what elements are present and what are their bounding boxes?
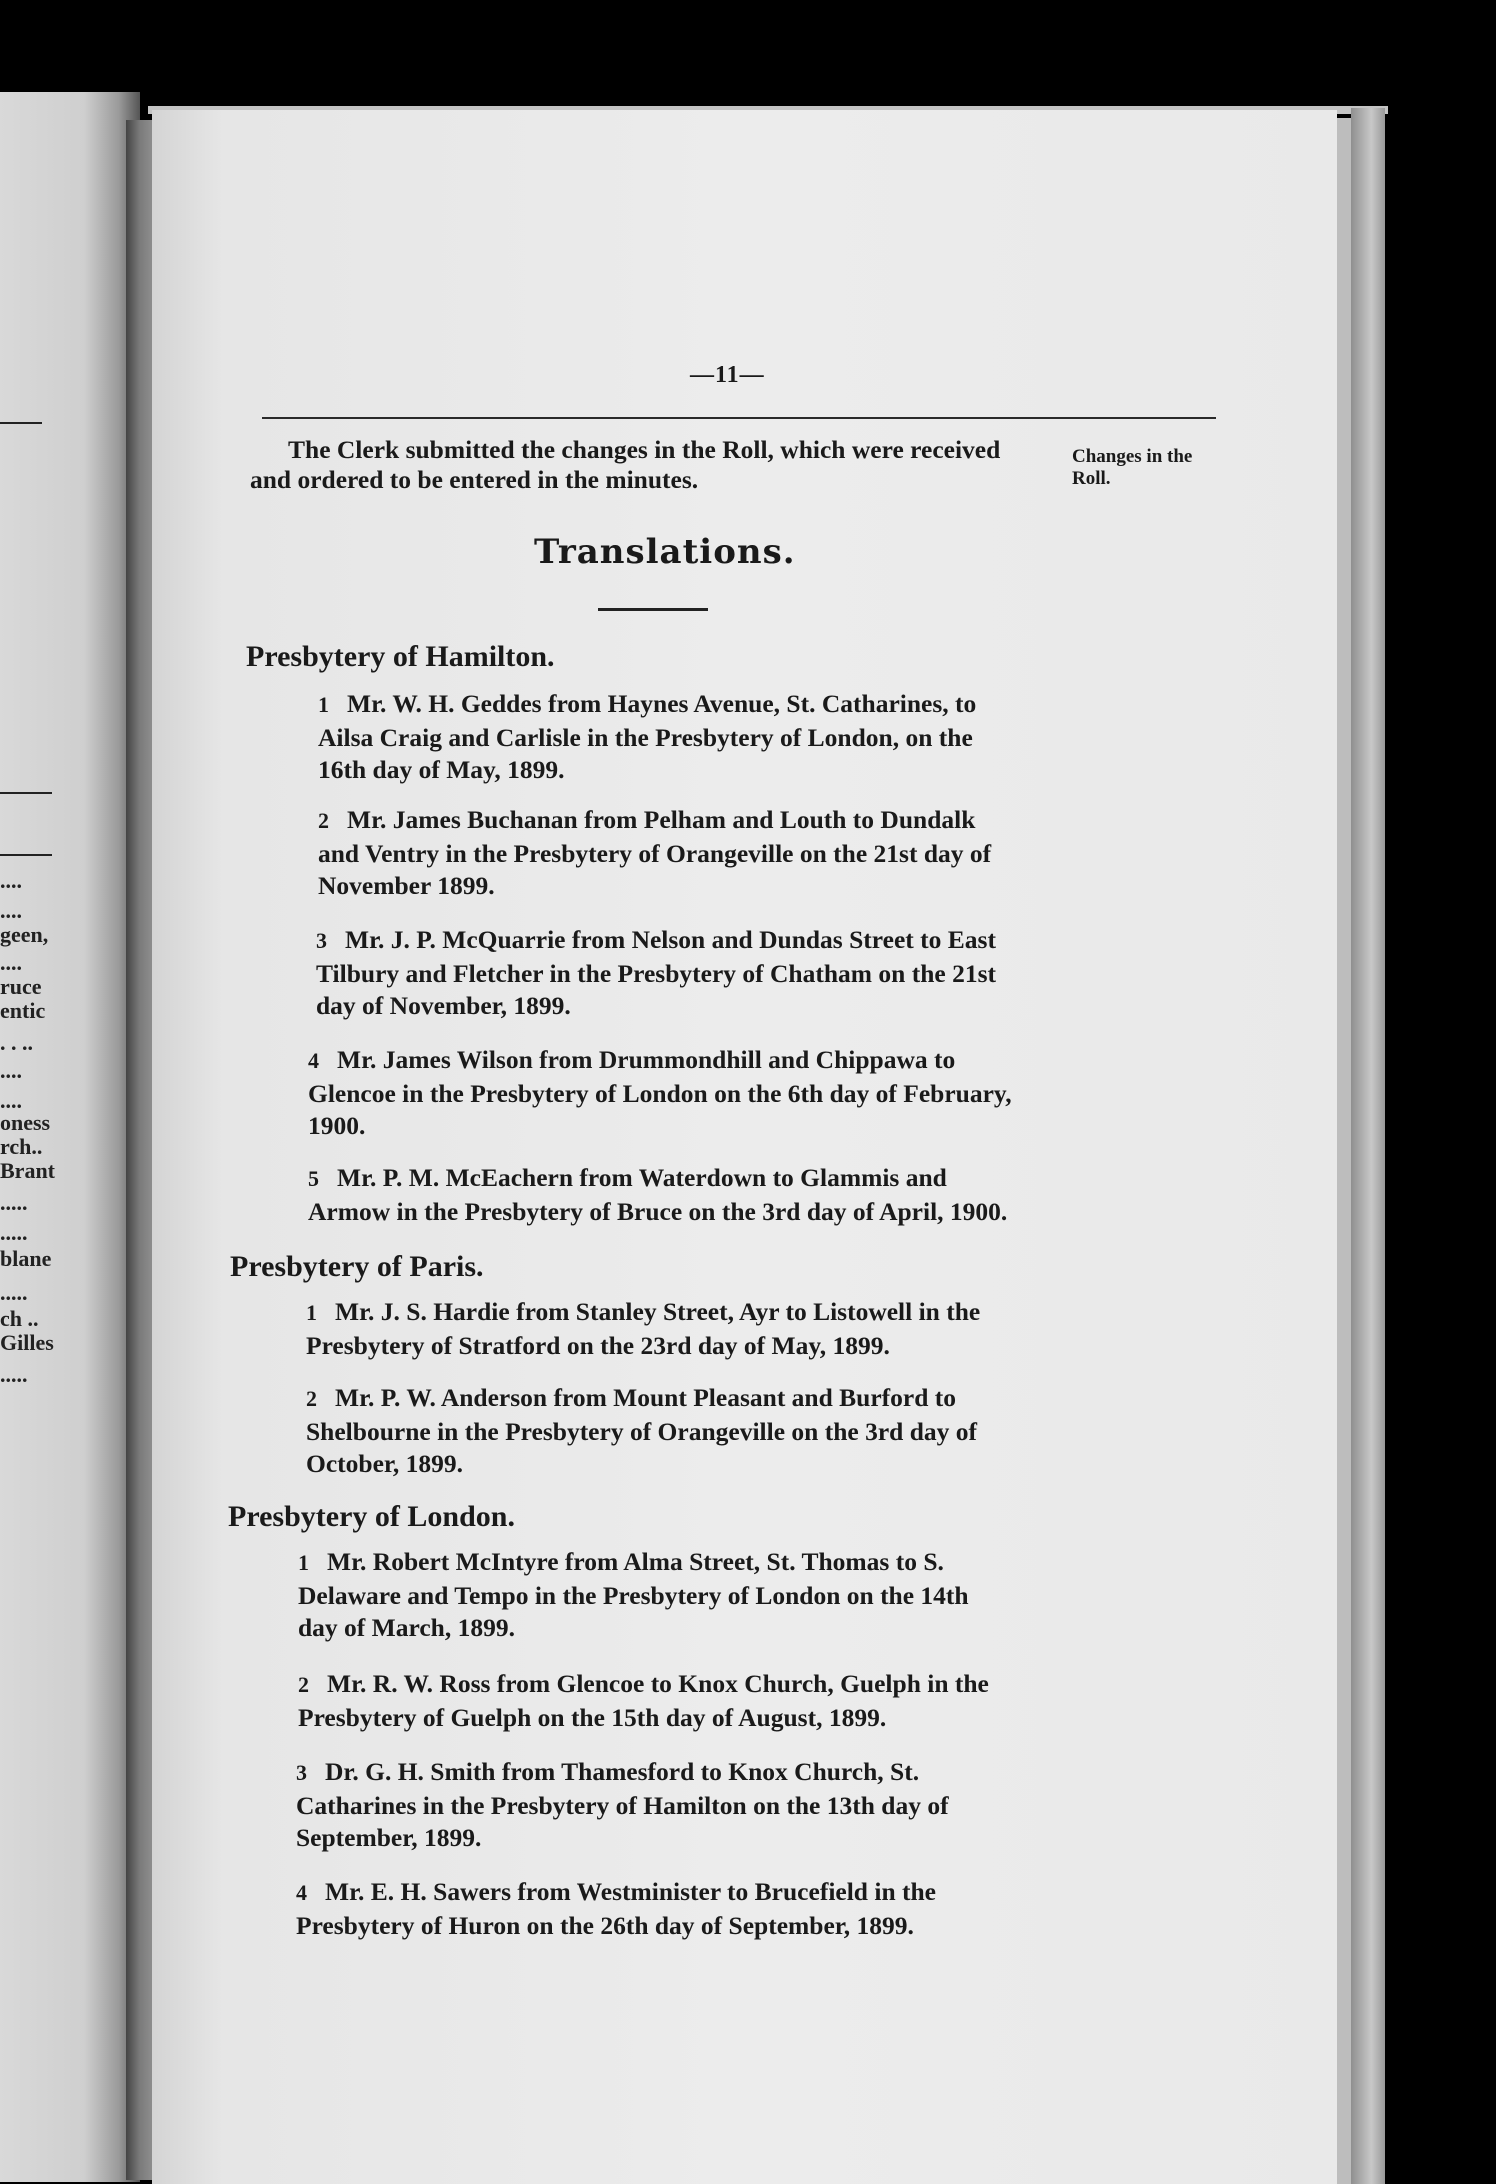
entry-line: Shelbourne in the Presbytery of Orangeville on the 3rd day of (306, 1416, 978, 1446)
left-facing-page (0, 92, 140, 2182)
entry-line: Catharines in the Presbytery of Hamilton on the 13th day of (296, 1790, 949, 1820)
translation-entry (308, 1162, 1007, 1228)
entry-line: Glencoe in the Presbytery of London on the 6th day of February, (308, 1078, 1012, 1108)
left-page-fragment: . . .. (0, 1030, 33, 1055)
entry-line: Ailsa Craig and Carlisle in the Presbytery of London, on the (318, 722, 973, 752)
left-page-fragment: ch .. (0, 1306, 39, 1331)
entry-line: November 1899. (318, 871, 495, 900)
header-rule (262, 417, 1216, 419)
translation-entry (306, 1382, 977, 1481)
intro-line: and ordered to be entered in the minutes. (250, 465, 699, 494)
left-page-fragment: ..... (0, 1280, 28, 1305)
entry-line: and Ventry in the Presbytery of Orangeville on the 21st day of (318, 838, 992, 868)
entry-number: 1 (298, 1550, 309, 1575)
translation-entry (318, 688, 976, 787)
entry-line: 5 Mr. P. M. McEachern from Waterdown to Glammis and (308, 1163, 947, 1192)
page-edge (1337, 118, 1351, 2184)
entry-number: 2 (318, 808, 329, 833)
entry-number: 2 (306, 1386, 317, 1411)
entry-line: 2 Mr. P. W. Anderson from Mount Pleasant and Burford to (306, 1383, 957, 1412)
margin-note-line: Changes in the (1072, 446, 1193, 467)
entry-line: 3 Dr. G. H. Smith from Thamesford to Knox Church, St. (296, 1757, 920, 1786)
left-page-fragment: geen, (0, 922, 49, 947)
title-rule (598, 608, 708, 611)
entry-number: 5 (308, 1166, 319, 1191)
entry-line: September, 1899. (296, 1823, 482, 1852)
entry-line: 1 Mr. J. S. Hardie from Stanley Street, Ayr to Listowell in the (306, 1297, 981, 1326)
entry-line: day of March, 1899. (298, 1613, 515, 1642)
entry-number: 4 (296, 1880, 307, 1905)
entry-number: 1 (318, 692, 329, 717)
left-page-rule (0, 792, 52, 794)
left-page-fragment: .... (0, 1088, 22, 1113)
entry-line: 3 Mr. J. P. McQuarrie from Nelson and Dundas Street to East (316, 925, 996, 954)
entry-line: 16th day of May, 1899. (318, 755, 565, 784)
translation-entry (316, 924, 996, 1023)
entry-line: 4 Mr. James Wilson from Drummondhill and Chippawa to (308, 1045, 956, 1074)
left-page-fragment: .... (0, 1058, 22, 1083)
left-page-fragment: .... (0, 950, 22, 975)
translation-entry (296, 1756, 949, 1855)
entry-line: 2 Mr. R. W. Ross from Glencoe to Knox Church, Guelph in the (298, 1669, 989, 1698)
section-title: Translations. (534, 532, 796, 572)
translation-entry (318, 804, 991, 903)
translation-entry (296, 1876, 936, 1942)
left-page-fragment: .... (0, 898, 22, 923)
translation-entry (306, 1296, 980, 1362)
left-page-fragment: ruce (0, 974, 42, 999)
left-page-fragment: blane (0, 1246, 52, 1271)
margin-note (1072, 446, 1192, 490)
entry-line: Presbytery of Stratford on the 23rd day of May, 1899. (306, 1330, 890, 1360)
translation-entry (308, 1044, 1012, 1143)
entry-number: 2 (298, 1672, 309, 1697)
presbytery-heading: Presbytery of London. (228, 1500, 515, 1533)
page-edge (1351, 108, 1385, 2184)
entry-line: October, 1899. (306, 1449, 463, 1478)
entry-line: Presbytery of Guelph on the 15th day of August, 1899. (298, 1702, 887, 1732)
left-page-fragment: Brant (0, 1158, 55, 1183)
left-page-fragment: ..... (0, 1190, 28, 1215)
presbytery-heading: Presbytery of Hamilton. (246, 640, 555, 673)
left-page-fragment: ..... (0, 1220, 28, 1245)
intro-line: The Clerk submitted the changes in the Roll, which were received (288, 435, 1001, 464)
entry-line: Presbytery of Huron on the 26th day of September, 1899. (296, 1910, 914, 1940)
entry-line: 4 Mr. E. H. Sawers from Westminister to Brucefield in the (296, 1877, 936, 1906)
entry-line: day of November, 1899. (316, 991, 571, 1020)
left-page-fragment: oness (0, 1110, 51, 1135)
entry-number: 1 (306, 1300, 317, 1325)
presbytery-heading: Presbytery of Paris. (230, 1250, 484, 1283)
left-page-fragment: entic (0, 998, 46, 1023)
entry-number: 4 (308, 1048, 319, 1073)
translation-entry (298, 1546, 969, 1645)
entry-number: 3 (296, 1760, 307, 1785)
page-number: —11— (690, 362, 765, 388)
entry-line: Armow in the Presbytery of Bruce on the 3rd day of April, 1900. (308, 1196, 1008, 1226)
left-page-fragment: .... (0, 868, 22, 893)
entry-number: 3 (316, 928, 327, 953)
left-page-rule (0, 422, 42, 424)
left-page-fragment: Gilles (0, 1330, 54, 1355)
left-page-fragment: rch.. (0, 1134, 43, 1159)
entry-line: Tilbury and Fletcher in the Presbytery of Chatham on the 21st (316, 958, 996, 988)
margin-note-line: Roll. (1072, 468, 1111, 489)
document-page (152, 110, 1337, 2184)
entry-line: 1 Mr. W. H. Geddes from Haynes Avenue, St. Catharines, to (318, 689, 977, 718)
entry-line: 1900. (308, 1111, 366, 1140)
left-page-rule (0, 854, 52, 856)
translation-entry (298, 1668, 989, 1734)
entry-line: 2 Mr. James Buchanan from Pelham and Louth to Dundalk (318, 805, 976, 834)
entry-line: 1 Mr. Robert McIntyre from Alma Street, St. Thomas to S. (298, 1547, 944, 1576)
left-page-fragment: ..... (0, 1362, 28, 1387)
entry-line: Delaware and Tempo in the Presbytery of London on the 14th (298, 1580, 969, 1610)
